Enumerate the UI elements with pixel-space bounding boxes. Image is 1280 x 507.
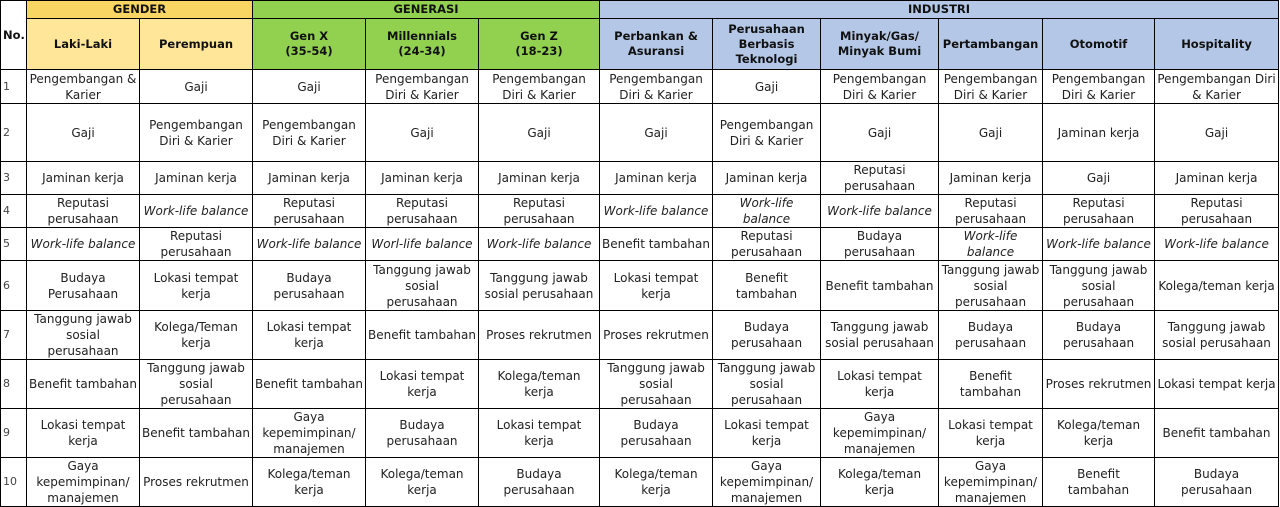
table-cell: Pengembangan Diri & Karier bbox=[713, 104, 821, 162]
table-row bbox=[1, 458, 1279, 507]
table-cell: Budaya perusahaan bbox=[1043, 311, 1155, 360]
table-cell: Gaji bbox=[713, 70, 821, 104]
table-cell: Kolega/teman kerja bbox=[253, 458, 366, 507]
table-cell: Tanggung jawab sosial perusahaan bbox=[939, 261, 1043, 311]
table-row bbox=[1, 261, 1279, 311]
row-number: 2 bbox=[1, 104, 27, 162]
table-cell: Reputasi perusahaan bbox=[253, 195, 366, 228]
table-cell: Benefit tambahan bbox=[1155, 409, 1279, 458]
table-cell: Pengembangan Diri & Karier bbox=[600, 70, 713, 104]
table-cell: Work-life balance bbox=[939, 228, 1043, 261]
table-cell: Benefit tambahan bbox=[366, 311, 479, 360]
table-cell: Proses rekrutmen bbox=[1043, 360, 1155, 409]
table-cell: Gaji bbox=[600, 104, 713, 162]
row-number: 3 bbox=[1, 162, 27, 195]
table-cell: Budaya perusahaan bbox=[939, 311, 1043, 360]
table-cell: Budaya perusahaan bbox=[821, 228, 939, 261]
table-row bbox=[1, 311, 1279, 360]
table-cell: Benefit tambahan bbox=[27, 360, 140, 409]
table-cell: Kolega/teman kerja bbox=[600, 458, 713, 507]
column-header-teknologi: Perusahaan Berbasis Teknologi bbox=[713, 19, 821, 70]
group-header-industri: INDUSTRI bbox=[600, 1, 1279, 19]
table-row bbox=[1, 228, 1279, 261]
column-header-perempuan: Perempuan bbox=[140, 19, 253, 70]
table-cell: Tanggung jawab sosial perusahaan bbox=[821, 311, 939, 360]
table-cell: Gaya kepemimpinan/ manajemen bbox=[821, 409, 939, 458]
table-cell: Pengembangan Diri & Karier bbox=[479, 70, 600, 104]
table-cell: Pengembangan Diri & Karier bbox=[1155, 70, 1279, 104]
table-row bbox=[1, 195, 1279, 228]
table-cell: Benefit tambahan bbox=[140, 409, 253, 458]
column-header-gen-x: Gen X (35-54) bbox=[253, 19, 366, 70]
column-header-laki-laki: Laki-Laki bbox=[27, 19, 140, 70]
table-cell: Jaminan kerja bbox=[140, 162, 253, 195]
table-cell: Budaya perusahaan bbox=[600, 409, 713, 458]
column-header-perbankan: Perbankan & Asuransi bbox=[600, 19, 713, 70]
table-cell: Work-life balance bbox=[479, 228, 600, 261]
column-header-gen-z: Gen Z (18-23) bbox=[479, 19, 600, 70]
table-cell: Gaji bbox=[821, 104, 939, 162]
table-cell: Tanggung jawab sosial perusahaan bbox=[1043, 261, 1155, 311]
table-cell: Lokasi tempat kerja bbox=[939, 409, 1043, 458]
table-cell: Tanggung jawab sosial perusahaan bbox=[479, 261, 600, 311]
table-row bbox=[1, 162, 1279, 195]
column-header-otomotif: Otomotif bbox=[1043, 19, 1155, 70]
table-cell: Gaji bbox=[27, 104, 140, 162]
table-cell: Budaya perusahaan bbox=[713, 311, 821, 360]
table-cell: Benefit tambahan bbox=[713, 261, 821, 311]
table-cell: Work-life balance bbox=[1043, 228, 1155, 261]
table-cell: Kolega/teman kerja bbox=[821, 458, 939, 507]
table-cell: Benefit tambahan bbox=[600, 228, 713, 261]
table-cell: Lokasi tempat kerja bbox=[366, 360, 479, 409]
table-cell: Jaminan kerja bbox=[713, 162, 821, 195]
table-cell: Budaya perusahaan bbox=[366, 409, 479, 458]
table-cell: Pengembangan Diri & Karier bbox=[253, 104, 366, 162]
table-cell: Jaminan kerja bbox=[366, 162, 479, 195]
table-cell: Budaya perusahaan bbox=[253, 261, 366, 311]
table-cell: Budaya Perusahaan bbox=[27, 261, 140, 311]
table-cell: Reputasi perusahaan bbox=[27, 195, 140, 228]
table-cell: Reputasi perusahaan bbox=[821, 162, 939, 195]
table-cell: Reputasi perusahaan bbox=[1043, 195, 1155, 228]
table-cell: Gaji bbox=[1043, 162, 1155, 195]
table-cell: Jaminan kerja bbox=[1155, 162, 1279, 195]
table-cell: Gaya kepemimpinan/ manajemen bbox=[27, 458, 140, 507]
table-cell: Tanggung jawab sosial perusahaan bbox=[366, 261, 479, 311]
table-cell: Jaminan kerja bbox=[27, 162, 140, 195]
table-cell: Proses rekrutmen bbox=[600, 311, 713, 360]
table-cell: Reputasi perusahaan bbox=[479, 195, 600, 228]
table-cell: Work-life balance bbox=[600, 195, 713, 228]
table-cell: Proses rekrutmen bbox=[479, 311, 600, 360]
table-cell: Benefit tambahan bbox=[253, 360, 366, 409]
row-number: 5 bbox=[1, 228, 27, 261]
table-cell: Gaya kepemimpinan/ manajemen bbox=[253, 409, 366, 458]
table-cell: Reputasi perusahaan bbox=[366, 195, 479, 228]
table-cell: Pengembangan Diri & Karier bbox=[366, 70, 479, 104]
row-number: 10 bbox=[1, 458, 27, 507]
table-cell: Jaminan kerja bbox=[253, 162, 366, 195]
table-row bbox=[1, 409, 1279, 458]
table-cell: Kolega/teman kerja bbox=[1155, 261, 1279, 311]
table-cell: Reputasi perusahaan bbox=[713, 228, 821, 261]
table-cell: Gaji bbox=[366, 104, 479, 162]
table-cell: Lokasi tempat kerja bbox=[713, 409, 821, 458]
table-cell: Work-life balance bbox=[253, 228, 366, 261]
table-cell: Reputasi perusahaan bbox=[1155, 195, 1279, 228]
row-number: 6 bbox=[1, 261, 27, 311]
table-cell: Lokasi tempat kerja bbox=[479, 409, 600, 458]
table-cell: Kolega/teman kerja bbox=[479, 360, 600, 409]
table-cell: Jaminan kerja bbox=[600, 162, 713, 195]
table-cell: Kolega/teman kerja bbox=[1043, 409, 1155, 458]
table-cell: Reputasi perusahaan bbox=[140, 228, 253, 261]
table-cell: Budaya perusahaan bbox=[479, 458, 600, 507]
row-number: 8 bbox=[1, 360, 27, 409]
table-cell: Budaya perusahaan bbox=[1155, 458, 1279, 507]
table-cell: Jaminan kerja bbox=[1043, 104, 1155, 162]
table-cell: Work-life balance bbox=[27, 228, 140, 261]
table-cell: Gaji bbox=[140, 70, 253, 104]
row-number: 9 bbox=[1, 409, 27, 458]
column-header-hospitality: Hospitality bbox=[1155, 19, 1279, 70]
column-header-millennials: Millennials (24-34) bbox=[366, 19, 479, 70]
table-cell: Tanggung jawab sosial perusahaan bbox=[27, 311, 140, 360]
table-cell: Worl-life balance bbox=[366, 228, 479, 261]
table-cell: Gaya kepemimpinan/ manajemen bbox=[713, 458, 821, 507]
table-cell: Kolega/Teman kerja bbox=[140, 311, 253, 360]
table-cell: Gaya kepemimpinan/ manajemen bbox=[939, 458, 1043, 507]
table-cell: Tanggung jawab sosial perusahaan bbox=[1155, 311, 1279, 360]
row-number: 7 bbox=[1, 311, 27, 360]
table-cell: Kolega/teman kerja bbox=[366, 458, 479, 507]
table-cell: Lokasi tempat kerja bbox=[600, 261, 713, 311]
table-cell: Work-life balance bbox=[821, 195, 939, 228]
table-cell: Gaji bbox=[253, 70, 366, 104]
no-column-header: No. bbox=[1, 1, 27, 70]
table-cell: Benefit tambahan bbox=[939, 360, 1043, 409]
table-cell: Tanggung jawab sosial perusahaan bbox=[600, 360, 713, 409]
table-cell: Benefit tambahan bbox=[1043, 458, 1155, 507]
table-body bbox=[1, 70, 1279, 507]
table-row bbox=[1, 360, 1279, 409]
table-cell: Gaji bbox=[939, 104, 1043, 162]
row-number: 4 bbox=[1, 195, 27, 228]
table-cell: Pengembangan Diri & Karier bbox=[1043, 70, 1155, 104]
table-cell: Pengembangan & Karier bbox=[27, 70, 140, 104]
table-cell: Proses rekrutmen bbox=[140, 458, 253, 507]
table-row bbox=[1, 104, 1279, 162]
table-cell: Lokasi tempat kerja bbox=[27, 409, 140, 458]
table-cell: Jaminan kerja bbox=[479, 162, 600, 195]
table-cell: Pengembangan Diri & Karier bbox=[821, 70, 939, 104]
group-header-generasi: GENERASI bbox=[253, 1, 600, 19]
table-cell: Gaji bbox=[479, 104, 600, 162]
table-cell: Work-life balance bbox=[1155, 228, 1279, 261]
column-header-row bbox=[1, 19, 1279, 70]
table-cell: Gaji bbox=[1155, 104, 1279, 162]
table-cell: Jaminan kerja bbox=[939, 162, 1043, 195]
table-cell: Benefit tambahan bbox=[821, 261, 939, 311]
table-cell: Tanggung jawab sosial perusahaan bbox=[713, 360, 821, 409]
table-row bbox=[1, 70, 1279, 104]
table-cell: Lokasi tempat kerja bbox=[253, 311, 366, 360]
column-header-pertambangan: Pertambangan bbox=[939, 19, 1043, 70]
group-header-gender: GENDER bbox=[27, 1, 253, 19]
table-cell: Pengembangan Diri & Karier bbox=[939, 70, 1043, 104]
table-cell: Lokasi tempat kerja bbox=[140, 261, 253, 311]
row-number: 1 bbox=[1, 70, 27, 104]
table-cell: Tanggung jawab sosial perusahaan bbox=[140, 360, 253, 409]
table-cell: Reputasi perusahaan bbox=[939, 195, 1043, 228]
column-header-minyak-gas: Minyak/Gas/ Minyak Bumi bbox=[821, 19, 939, 70]
table-cell: Pengembangan Diri & Karier bbox=[140, 104, 253, 162]
table-cell: Lokasi tempat kerja bbox=[821, 360, 939, 409]
table-cell: Lokasi tempat kerja bbox=[1155, 360, 1279, 409]
table-cell: Work-life balance bbox=[140, 195, 253, 228]
group-header-row bbox=[1, 1, 1279, 19]
table-cell: Work-life balance bbox=[713, 195, 821, 228]
